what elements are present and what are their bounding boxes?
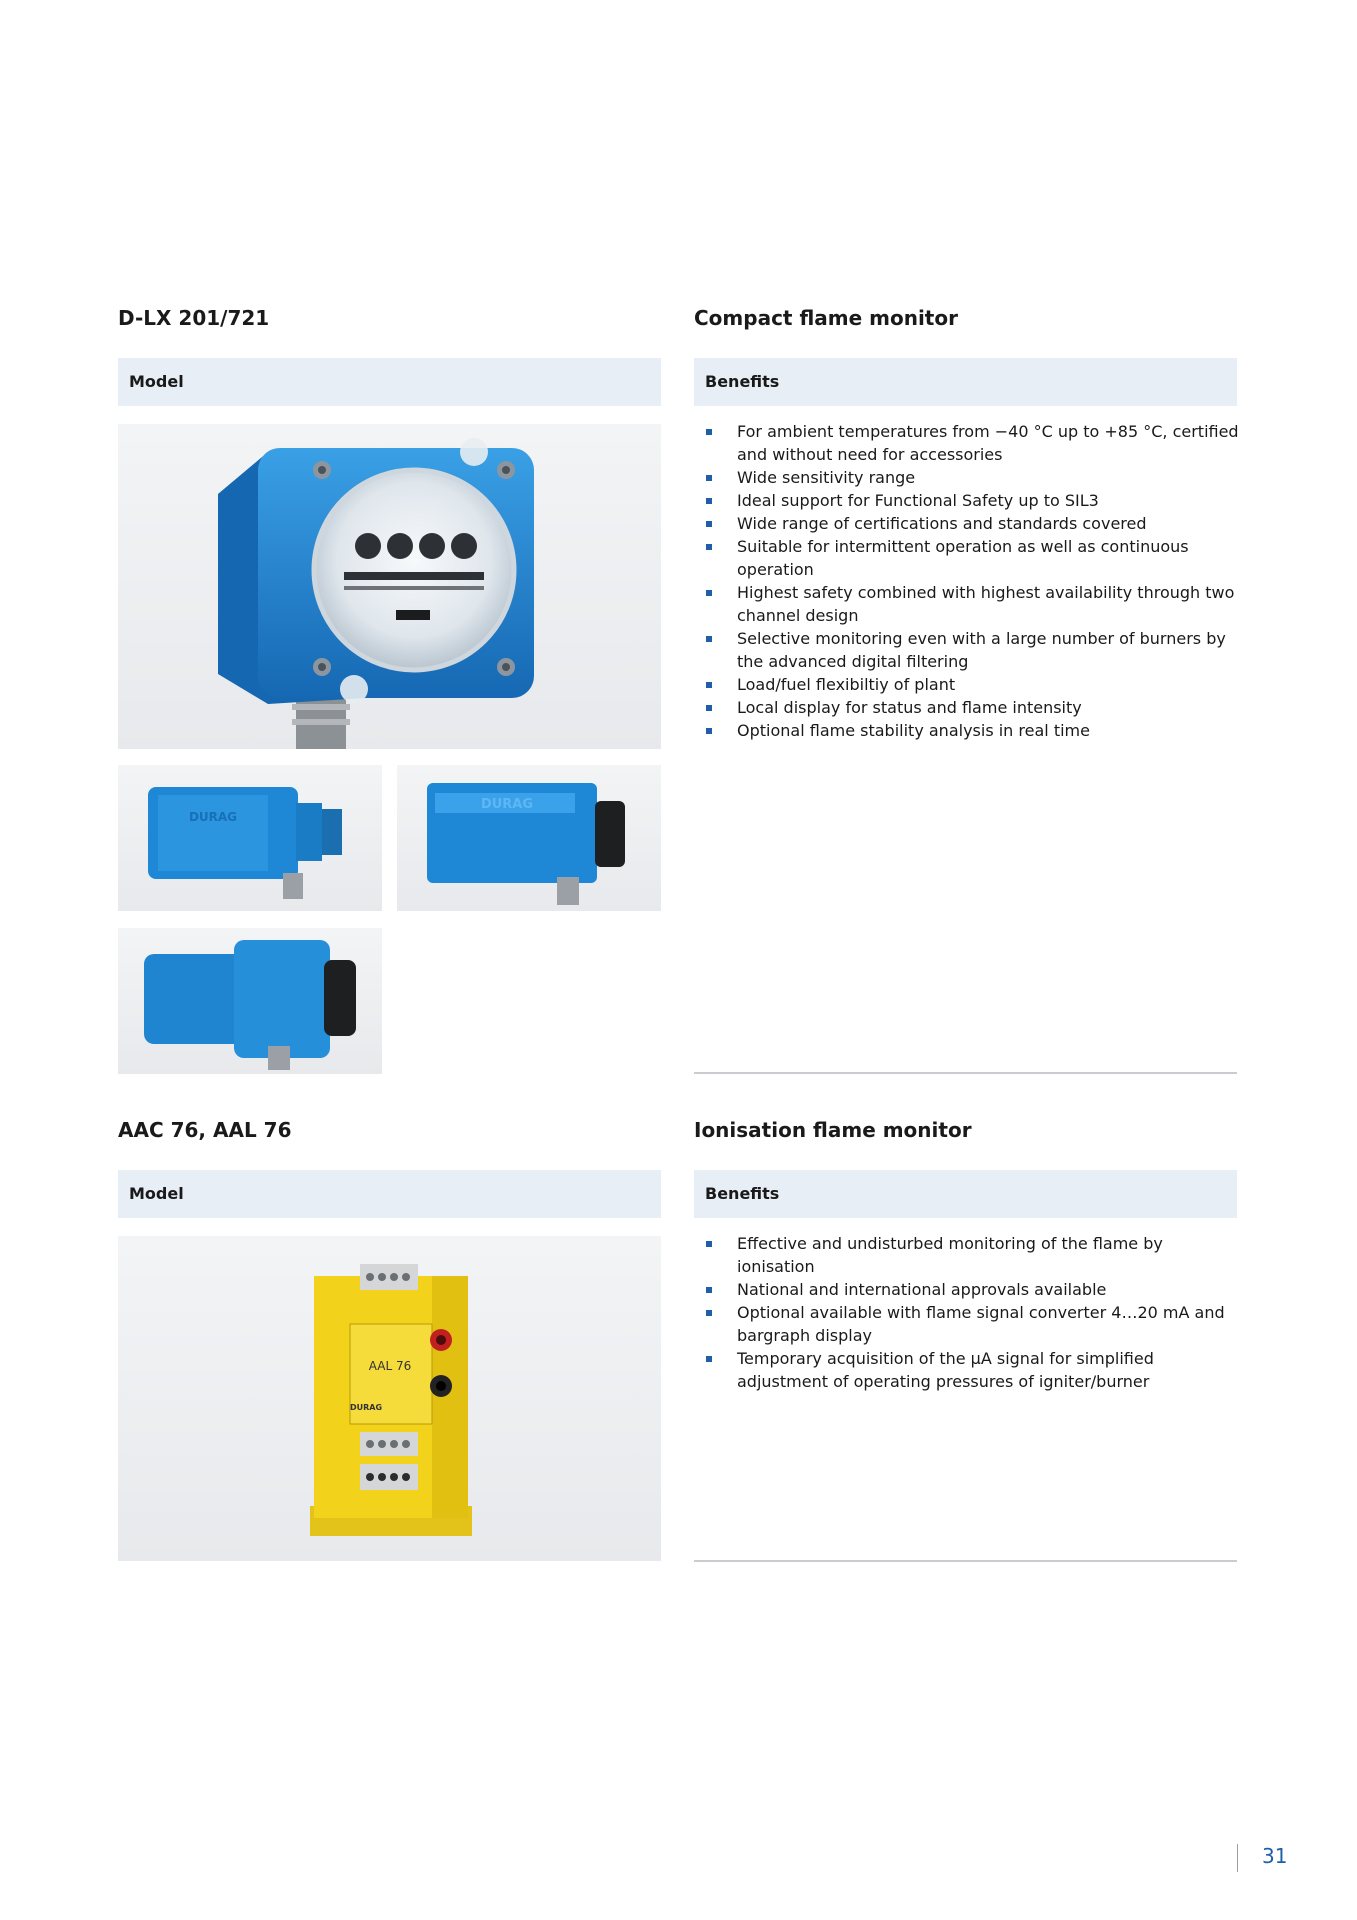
benefit-item: Load/fuel flexibiltiy of plant bbox=[694, 673, 1239, 696]
benefits-list-dlx bbox=[694, 420, 1239, 742]
benefits-label: Benefits bbox=[705, 1184, 780, 1203]
bullet-icon bbox=[706, 682, 712, 688]
bullet-icon bbox=[706, 475, 712, 481]
product-photo-aal76 bbox=[118, 1236, 661, 1561]
benefits-label: Benefits bbox=[705, 372, 780, 391]
model-bar bbox=[118, 358, 661, 406]
device-brand-text-2: DURAG bbox=[480, 797, 534, 812]
bullet-icon bbox=[706, 1241, 712, 1247]
product-photo-dlx-front bbox=[118, 424, 661, 749]
benefit-item: Optional available with flame signal converter 4…20 mA and bargraph display bbox=[694, 1301, 1239, 1347]
device-brand-label: DURAG bbox=[350, 1403, 383, 1412]
section-divider bbox=[694, 1560, 1237, 1562]
page-number: 31 bbox=[1262, 1844, 1288, 1868]
device-brand-text: DURAG bbox=[188, 810, 238, 824]
section-title-compact: Compact flame monitor bbox=[694, 306, 958, 330]
product-photo-side-2 bbox=[397, 765, 661, 911]
benefit-item: Optional flame stability analysis in real time bbox=[694, 719, 1239, 742]
bullet-icon bbox=[706, 498, 712, 504]
product-title-dlx: D-LX 201/721 bbox=[118, 306, 270, 330]
benefit-item: Wide range of certifications and standards covered bbox=[694, 512, 1239, 535]
bullet-icon bbox=[706, 544, 712, 550]
benefit-item: For ambient temperatures from −40 °C up to +85 °C, certified and without need for accessories bbox=[694, 420, 1239, 466]
bullet-icon bbox=[706, 1287, 712, 1293]
page-number-separator bbox=[1237, 1844, 1238, 1872]
benefit-item: Selective monitoring even with a large number of burners by the advanced digital filtering bbox=[694, 627, 1239, 673]
benefit-item: Wide sensitivity range bbox=[694, 466, 1239, 489]
section-title-ionisation: Ionisation flame monitor bbox=[694, 1118, 972, 1142]
benefits-bar bbox=[694, 358, 1237, 406]
bullet-icon bbox=[706, 1310, 712, 1316]
benefit-item: Ideal support for Functional Safety up to SIL3 bbox=[694, 489, 1239, 512]
bullet-icon bbox=[706, 636, 712, 642]
benefit-item: Local display for status and flame intensity bbox=[694, 696, 1239, 719]
product-photo-side-3 bbox=[118, 928, 382, 1074]
model-bar bbox=[118, 1170, 661, 1218]
bullet-icon bbox=[706, 521, 712, 527]
benefits-list-aal bbox=[694, 1232, 1239, 1393]
benefit-item: Highest safety combined with highest availability through two channel design bbox=[694, 581, 1239, 627]
bullet-icon bbox=[706, 1356, 712, 1362]
product-photo-side-1 bbox=[118, 765, 382, 911]
product-title-aal: AAC 76, AAL 76 bbox=[118, 1118, 292, 1142]
benefits-bar bbox=[694, 1170, 1237, 1218]
model-label: Model bbox=[129, 372, 184, 391]
section-divider bbox=[694, 1072, 1237, 1074]
bullet-icon bbox=[706, 429, 712, 435]
device-model-text: AAL 76 bbox=[368, 1359, 412, 1373]
benefit-item: Temporary acquisition of the µA signal for simplified adjustment of operating pressures of igniter/burner bbox=[694, 1347, 1239, 1393]
bullet-icon bbox=[706, 728, 712, 734]
model-label: Model bbox=[129, 1184, 184, 1203]
benefit-item: National and international approvals available bbox=[694, 1278, 1239, 1301]
benefit-item: Effective and undisturbed monitoring of the flame by ionisation bbox=[694, 1232, 1239, 1278]
benefit-item: Suitable for intermittent operation as well as continuous operation bbox=[694, 535, 1239, 581]
bullet-icon bbox=[706, 705, 712, 711]
bullet-icon bbox=[706, 590, 712, 596]
